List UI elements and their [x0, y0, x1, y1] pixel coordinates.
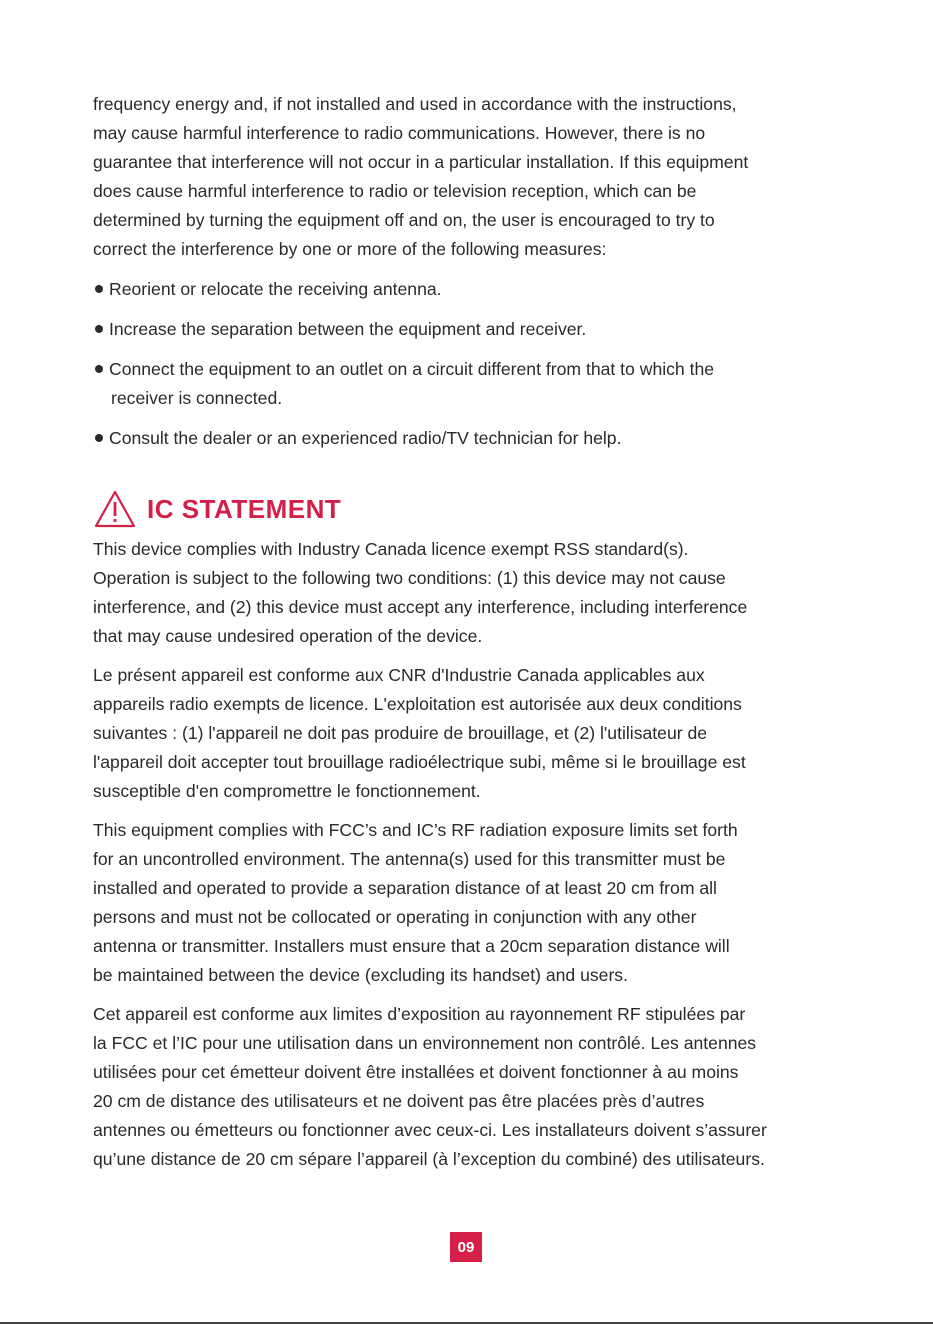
bullet-dot-icon [95, 434, 103, 442]
text-line: frequency energy and, if not installed and used in accordance with the instructions, [93, 94, 737, 114]
text-line: appareils radio exempts de licence. L'exploitation est autorisée aux deux conditions [93, 694, 742, 714]
bullet-dot-icon [95, 365, 103, 373]
warning-triangle-icon [93, 489, 137, 529]
section-title: IC STATEMENT [147, 493, 342, 524]
text-line: for an uncontrolled environment. The antenna(s) used for this transmitter must be [93, 849, 726, 869]
measures-list [93, 275, 893, 453]
text-line: susceptible d'en compromettre le fonctionnement. [93, 781, 481, 801]
list-item-text: Connect the equipment to an outlet on a circuit different from that to which the [109, 359, 715, 379]
text-line: suivantes : (1) l'appareil ne doit pas produire de brouillage, et (2) l'utilisateur de [93, 723, 708, 743]
text-line: antenna or transmitter. Installers must ensure that a 20cm separation distance will [93, 936, 730, 956]
text-line: interference, and (2) this device must accept any interference, including interference [93, 597, 748, 617]
fcc-intro-paragraph [93, 90, 893, 264]
list-item-text: Consult the dealer or an experienced radio/TV technician for help. [109, 428, 622, 448]
text-line: la FCC et l’IC pour une utilisation dans un environnement non contrôlé. Les antennes [93, 1033, 757, 1053]
rf-exposure-paragraph-en [93, 816, 893, 990]
text-line: Operation is subject to the following two conditions: (1) this device may not cause [93, 568, 726, 588]
ic-compliance-paragraph-fr [93, 661, 893, 806]
list-item-text: receiver is connected. [111, 388, 283, 408]
ic-statement-heading [93, 487, 893, 531]
text-line: does cause harmful interference to radio or television reception, which can be [93, 181, 697, 201]
page-number-badge: 09 [450, 1232, 482, 1262]
text-line: may cause harmful interference to radio communications. However, there is no [93, 123, 706, 143]
list-item [93, 355, 893, 413]
text-line: qu’une distance de 20 cm sépare l’appareil (à l’exception du combiné) des utilisateurs. [93, 1149, 765, 1169]
text-line: utilisées pour cet émetteur doivent être installées et doivent fonctionner à au moins [93, 1062, 739, 1082]
text-line: Cet appareil est conforme aux limites d’exposition au rayonnement RF stipulées par [93, 1004, 746, 1024]
text-line: This device complies with Industry Canada licence exempt RSS standard(s). [93, 539, 689, 559]
text-line: be maintained between the device (excluding its handset) and users. [93, 965, 628, 985]
text-line: Le présent appareil est conforme aux CNR d'Industrie Canada applicables aux [93, 665, 705, 685]
list-item [93, 275, 893, 304]
text-line: 20 cm de distance des utilisateurs et ne doivent pas être placées près d’autres [93, 1091, 705, 1111]
text-line: l'appareil doit accepter tout brouillage radioélectrique subi, même si le brouillage est [93, 752, 746, 772]
text-line: guarantee that interference will not occur in a particular installation. If this equipment [93, 152, 749, 172]
text-line: This equipment complies with FCC’s and IC’s RF radiation exposure limits set forth [93, 820, 738, 840]
list-item-text: Increase the separation between the equipment and receiver. [109, 319, 587, 339]
text-line: persons and must not be collocated or operating in conjunction with any other [93, 907, 697, 927]
bullet-dot-icon [95, 325, 103, 333]
list-item-text: Reorient or relocate the receiving antenna. [109, 279, 442, 299]
list-item [93, 315, 893, 344]
ic-compliance-paragraph-en [93, 535, 893, 651]
bullet-dot-icon [95, 285, 103, 293]
rf-exposure-paragraph-fr [93, 1000, 893, 1174]
text-line: correct the interference by one or more of the following measures: [93, 239, 607, 259]
text-line: determined by turning the equipment off and on, the user is encouraged to try to [93, 210, 715, 230]
document-page [93, 90, 893, 1184]
text-line: installed and operated to provide a separation distance of at least 20 cm from all [93, 878, 717, 898]
list-item [93, 424, 893, 453]
text-line: that may cause undesired operation of the device. [93, 626, 483, 646]
text-line: antennes ou émetteurs ou fonctionner avec ceux-ci. Les installateurs doivent s’assurer [93, 1120, 767, 1140]
